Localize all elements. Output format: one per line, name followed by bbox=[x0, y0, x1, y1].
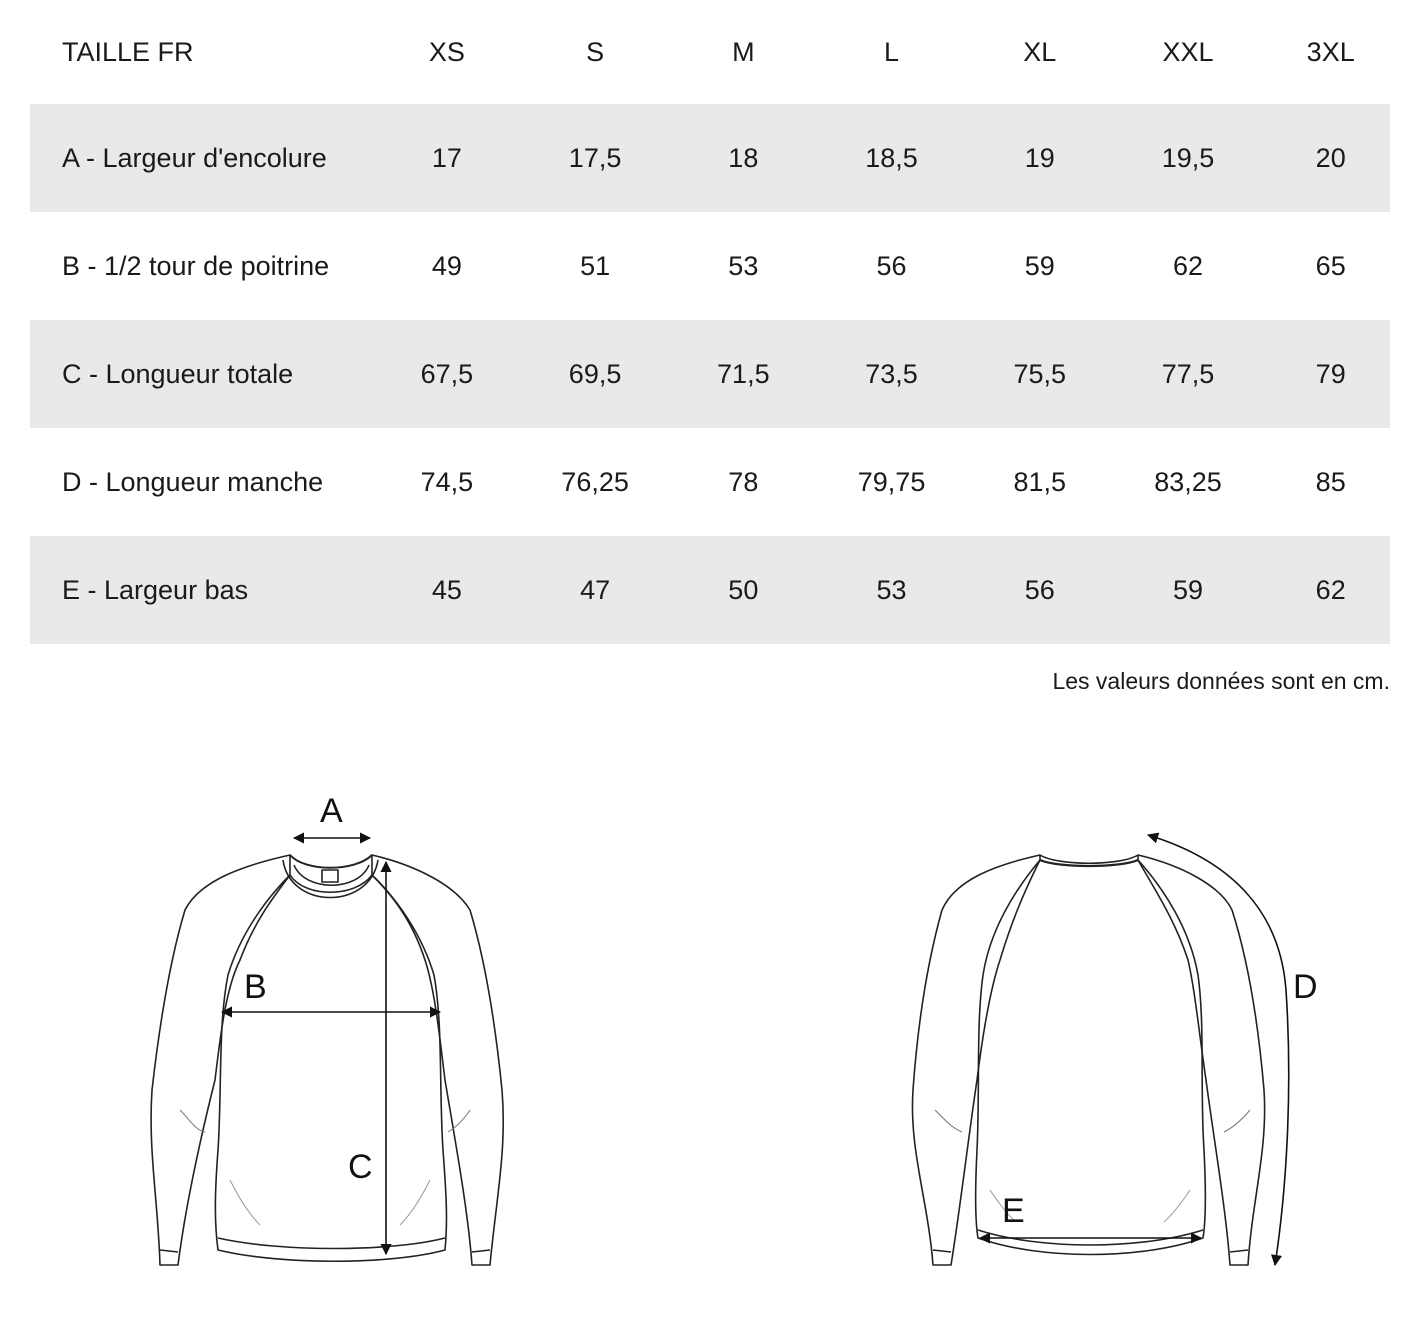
back-sweatshirt bbox=[912, 855, 1264, 1265]
cell: 83,25 bbox=[1154, 466, 1222, 497]
table-row bbox=[30, 212, 1390, 320]
cell: 74,5 bbox=[420, 466, 474, 497]
cell: 59 bbox=[1173, 574, 1204, 605]
label-d: D bbox=[1293, 968, 1318, 1006]
cell: 71,5 bbox=[717, 358, 770, 389]
row-label: E - Largeur bas bbox=[62, 574, 249, 605]
front-sweatshirt bbox=[151, 855, 503, 1265]
cell: 76,25 bbox=[561, 466, 629, 497]
cell: 56 bbox=[1024, 574, 1055, 605]
size-l: L bbox=[884, 36, 900, 67]
label-c: C bbox=[348, 1148, 373, 1186]
label-e: E bbox=[1002, 1192, 1025, 1230]
cell: 18 bbox=[728, 142, 759, 173]
cell: 79,75 bbox=[857, 466, 926, 497]
arrow-d bbox=[1148, 835, 1289, 1265]
cell: 79 bbox=[1315, 358, 1346, 389]
cell: 19,5 bbox=[1161, 142, 1215, 173]
cell: 81,5 bbox=[1013, 466, 1067, 497]
cell: 59 bbox=[1024, 250, 1055, 281]
cell: 18,5 bbox=[865, 142, 918, 173]
cell: 53 bbox=[728, 250, 759, 281]
cell: 67,5 bbox=[420, 358, 474, 389]
table-row bbox=[30, 428, 1390, 536]
row-label: C - Longueur totale bbox=[62, 358, 294, 389]
row-label: D - Longueur manche bbox=[62, 466, 324, 497]
cell: 17,5 bbox=[568, 142, 622, 173]
size-table bbox=[30, 0, 1390, 644]
cell: 19 bbox=[1024, 142, 1055, 173]
table-row bbox=[30, 320, 1390, 428]
header-label: TAILLE FR bbox=[62, 36, 194, 67]
label-a: A bbox=[320, 792, 343, 830]
header-row bbox=[30, 0, 1390, 104]
cell: 62 bbox=[1173, 250, 1204, 281]
cell: 20 bbox=[1315, 142, 1346, 173]
cell: 78 bbox=[728, 466, 759, 497]
row-label: A - Largeur d'encolure bbox=[62, 142, 327, 173]
cell: 47 bbox=[580, 574, 611, 605]
cell: 56 bbox=[876, 250, 907, 281]
size-xl: XL bbox=[1023, 36, 1057, 67]
cell: 75,5 bbox=[1013, 358, 1067, 389]
cell: 50 bbox=[728, 574, 759, 605]
cell: 62 bbox=[1315, 574, 1346, 605]
cell: 77,5 bbox=[1161, 358, 1215, 389]
cell: 45 bbox=[431, 574, 462, 605]
size-xxl: XXL bbox=[1162, 36, 1214, 67]
size-3xl: 3XL bbox=[1306, 36, 1355, 67]
size-m: M bbox=[732, 36, 755, 67]
size-s: S bbox=[586, 36, 605, 67]
cell: 17 bbox=[431, 142, 462, 173]
row-label: B - 1/2 tour de poitrine bbox=[62, 250, 330, 281]
table-row bbox=[30, 104, 1390, 212]
garment-diagram bbox=[0, 760, 1426, 1320]
cell: 85 bbox=[1315, 466, 1346, 497]
cell: 51 bbox=[580, 250, 611, 281]
units-note: Les valeurs données sont en cm. bbox=[1052, 668, 1390, 694]
cell: 65 bbox=[1315, 250, 1346, 281]
table-row bbox=[30, 536, 1390, 644]
cell: 73,5 bbox=[865, 358, 918, 389]
cell: 49 bbox=[431, 250, 462, 281]
cell: 53 bbox=[876, 574, 907, 605]
size-xs: XS bbox=[428, 36, 465, 67]
label-b: B bbox=[244, 968, 267, 1006]
cell: 69,5 bbox=[568, 358, 622, 389]
